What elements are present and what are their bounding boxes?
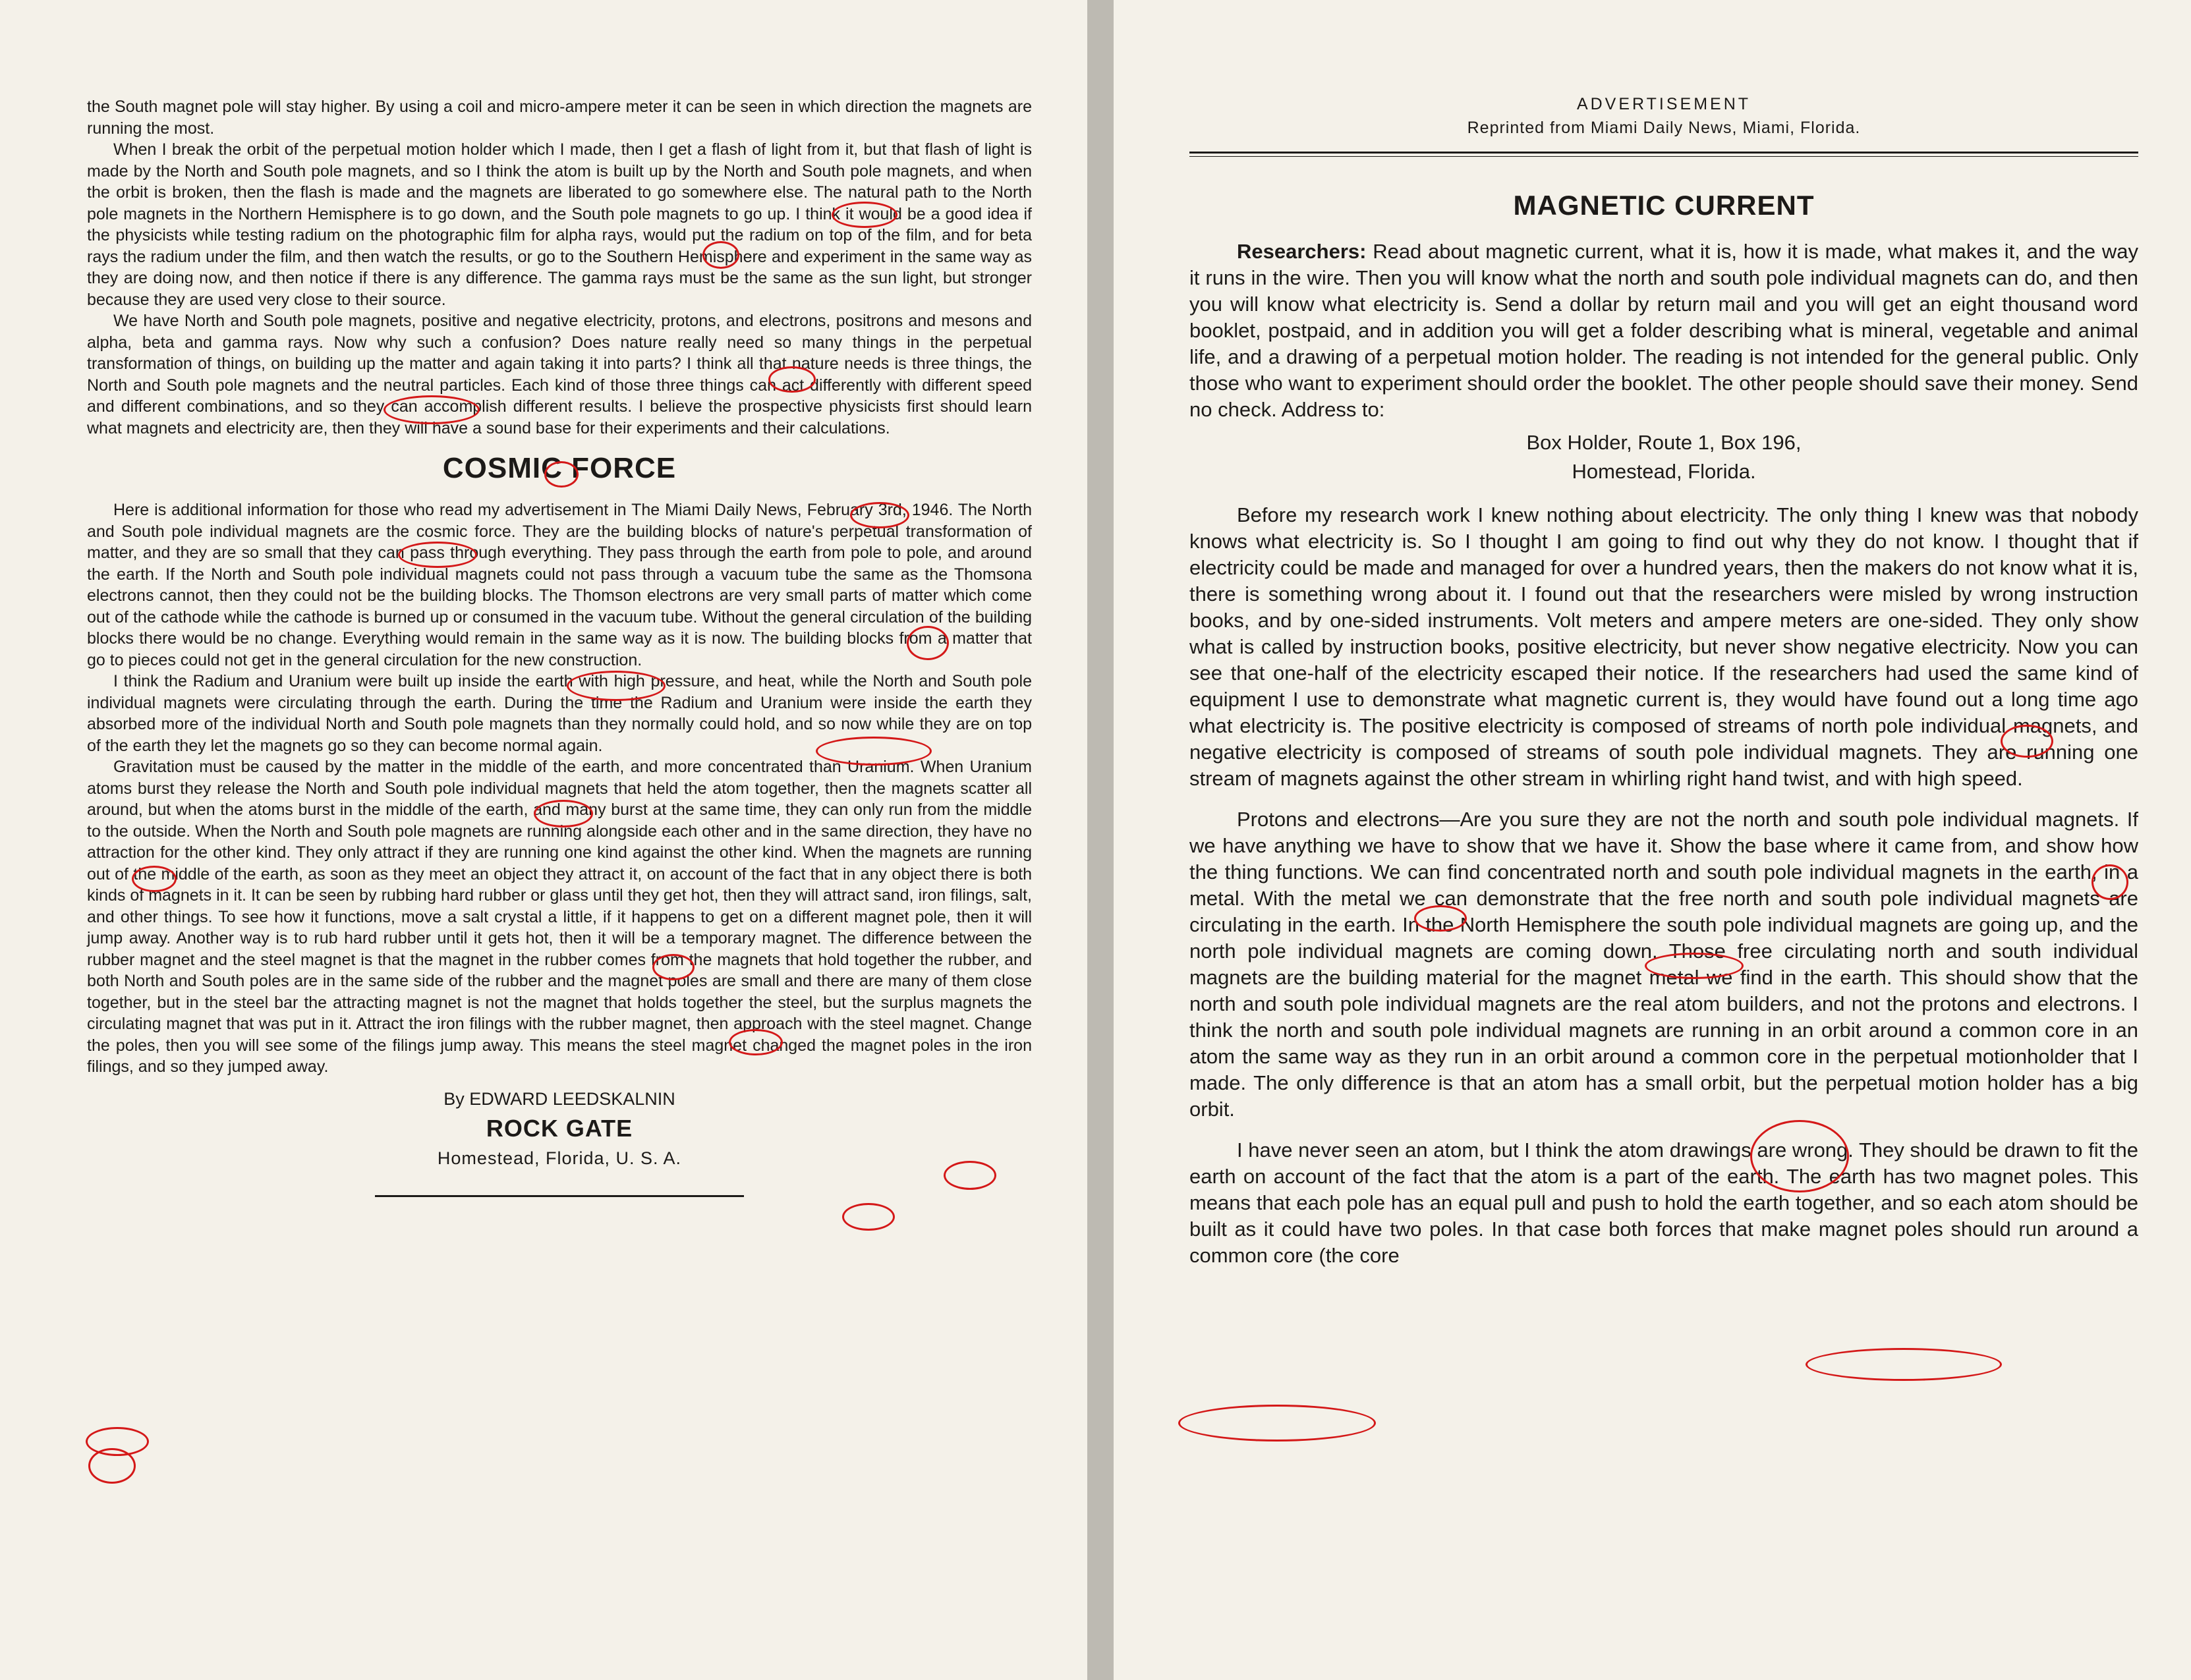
- reprint-note: Reprinted from Miami Daily News, Miami, Florida.: [1467, 119, 1861, 137]
- left-body-paragraph-2: I think the Radium and Uranium were built up inside the earth with high pressure, and heat, while the North and South pole individual magnets were circulating through the earth. During the time the Radium and Uranium were inside the earth they absorbed more of the individual North and South pole magnets than they normally could hold, and so now while they are on top of the earth they let the magnets go so they can become normal again.: [87, 672, 1032, 755]
- byline: By EDWARD LEEDSKALNIN: [443, 1088, 675, 1109]
- lead-text: Read about magnetic current, what it is, how it is made, what makes it, and the way it runs in the wire. Then you will know what the north and south pole individual magnets can do, and then you will know what electricity is. Send a dollar by return mail and you will get an eight thousand word booklet, postpaid, and in addition you will get a folder describing what is mineral, vegetable and animal life, and a drawing of a perpetual motion holder. The reading is not intended for the general public. Only those who want to experiment should order the booklet. The other people should save their money. Send no check. Address to:: [1189, 240, 2138, 421]
- magnetic-current-headline: MAGNETIC CURRENT: [1513, 190, 1815, 221]
- left-page: [0, 0, 1087, 1680]
- order-address: [1189, 428, 2138, 486]
- signature-rule: [375, 1195, 744, 1197]
- right-paragraph-2: Protons and electrons—Are you sure they are not the north and south pole individual magnets. If we have anything we have to show that we have it. Show the base where it came from, and show how the thing functions. We can find concentrated north and south pole individual magnets in the earth, in a metal. With the metal we can demonstrate that the free north and south pole individual magnets are circulating in the earth. In the North Hemisphere the south pole individual magnets are going up, and the north pole individual magnets are coming down. Those free circulating north and south individual magnets are the building material for the magnet metal we find in the earth. This should show that the north and south pole individual magnets are the real atom builders, and not the protons and electrons. I think the north and south pole individual magnets are running in an orbit around a common core in an atom the same way as they run in an orbit around a common core in the perpetual motionholder that I made. The only difference is that an atom has a small orbit, but the perpetual motion holder has a big orbit.: [1189, 808, 2138, 1121]
- header-rule: [1189, 152, 2138, 157]
- publisher-name: ROCK GATE: [486, 1114, 633, 1142]
- left-intro-paragraph-3: We have North and South pole magnets, positive and negative electricity, protons, and electrons, positrons and mesons and alpha, beta and gamma rays. Now why such a confusion? Does nature really need so many things in the perpetual transformation of things, on building up the matter and again taking it into parts? I think all that nature needs is three things, the North and South pole magnets and the neutral particles. Each kind of those three things can act differently with different speed and different combinations, and so they can accomplish different results. I believe the prospective physicists first should learn what magnets and electricity are, then they will have a sound base for their experiments and their calculations.: [87, 312, 1032, 437]
- signature-block: [87, 1086, 1032, 1171]
- order-address-line-2: Homestead, Florida.: [1572, 460, 1756, 483]
- cosmic-force-headline: COSMIC FORCE: [442, 452, 677, 484]
- left-body-paragraph-3: Gravitation must be caused by the matter in the middle of the earth, and more concentrated than Uranium. When Uranium atoms burst they release the North and South pole individual magnets that held the atom together, then the magnets scatter all around, but when the atoms burst in the middle of the earth, and many burst at the same time, they can only run from the middle to the outside. When the North and South pole magnets are running alongside each other and in the same direction, they have no attraction for the other kind. They only attract if they are running one kind against the other kind. When the magnets are running out of the middle of the earth, as soon as they meet an object they attract it, on account of the fact that in any object there is both kinds of magnets in it. It can be seen by rubbing hard rubber or glass until they get hot, then they will attract sand, iron filings, salt, and other things. To see how it functions, move a salt crystal a little, if it happens to get on a different magnet pole, then it will jump away. Another way is to rub hard rubber until it gets hot, then it will be a temporary magnet. The difference between the rubber magnet and the steel magnet is that the magnet in the rubber comes from the magnets that hold together the rubber, and both North and South poles are in the same side of the rubber and the magnet poles are small and there are many of them close together, but in the steel bar the attracting magnet is not the magnet that holds together the steel, but the surplus magnets the circulating magnet that was put in it. Attract the iron filings with the rubber magnet, then approach with the steel magnet. Change the poles, then you will see some of the filings jump away. This means the steel magnet changed the magnet poles in the iron filings, and so they jumped away.: [87, 758, 1032, 1076]
- right-paragraph-3: I have never seen an atom, but I think the atom drawings are wrong. They should be drawn to fit the earth on account of the fact that the atom is a part of the earth. The earth has two magnet poles. This means that each pole has an equal pull and push to hold the earth together, and so each atom should be built as it could have two poles. In that case both forces that make magnet poles should run around a common core (the core: [1189, 1138, 2138, 1267]
- right-paragraph-1: Before my research work I knew nothing about electricity. The only thing I knew was that nobody knows what electricity is. So I thought I am going to find out why they do not know. I thought that if electricity could be made and managed for over a hundred years, then the makers do not know what it is, there is something wrong about it. I found out that the researchers were misled by wrong instruction books, and by one-sided instruments. Volt meters and ampere meters are one-sided. They only show what is called by instruction books, positive electricity, but never show negative electricity. Now you can see that one-half of the electricity escaped their notice. If the researchers had used the same kind of equipment I use to demonstrate what magnetic current is, they would have found out a long time ago what electricity is. The positive electricity is composed of streams of north pole individual magnets, and negative electricity is composed of streams of south pole individual magnets. They are running one stream of magnets against the other stream in whirling right hand twist, and with high speed.: [1189, 503, 2138, 790]
- left-intro-paragraph-1: the South magnet pole will stay higher. By using a coil and micro-ampere meter it can be seen in which direction the magnets are running the most.: [87, 98, 1032, 138]
- left-body-paragraph-1: Here is additional information for those who read my advertisement in The Miami Daily News, February 3rd, 1946. The North and South pole individual magnets are the cosmic force. They are the building blocks of nature's perpetual transformation of matter, and they are so small that they can pass through everything. They pass through the earth from pole to pole, and around the earth. If the North and South pole individual magnets could not pass through a vacuum tube the same as the Thomsona electrons cannot, then they could not be the building blocks. The Thomson electrons are very small parts of matter which come out of the cathode while the cathode is burned up or consumed in the vacuum tube. Without the general circulation of the building blocks there would be no change. Everything would remain in the same way as it is now. The building blocks from a matter that go to pieces could not get in the general circulation for the new construction.: [87, 501, 1032, 669]
- lead-word: Researchers:: [1237, 240, 1367, 263]
- advertisement-label: ADVERTISEMENT: [1576, 95, 1751, 113]
- left-intro-paragraph-2: When I break the orbit of the perpetual motion holder which I made, then I get a flash of light from it, but that flash of light is made by the North and South pole magnets, and so I think the atom is built up by the North and South pole magnets, and when the orbit is broken, then the flash is made and the magnets are liberated to go somewhere else. The natural path to the North pole magnets in the Northern Hemisphere is to go down, and the South pole magnets to go up. I think it would be a good idea if the physicists while testing radium on the photographic film for alpha rays, would put the radium on top of the film, and for beta rays the radium under the film, and then watch the results, or go to the Southern Hemisphere and experiment in the same way as they are doing now, and then notice if there is any difference. The gamma rays must be the same as the sun light, but stronger because they are used very close to their source.: [87, 140, 1032, 309]
- right-page: [1114, 0, 2191, 1680]
- right-lead-paragraph: [1189, 238, 2138, 423]
- order-address-line-1: Box Holder, Route 1, Box 196,: [1526, 431, 1802, 454]
- publisher-address: Homestead, Florida, U. S. A.: [437, 1148, 682, 1168]
